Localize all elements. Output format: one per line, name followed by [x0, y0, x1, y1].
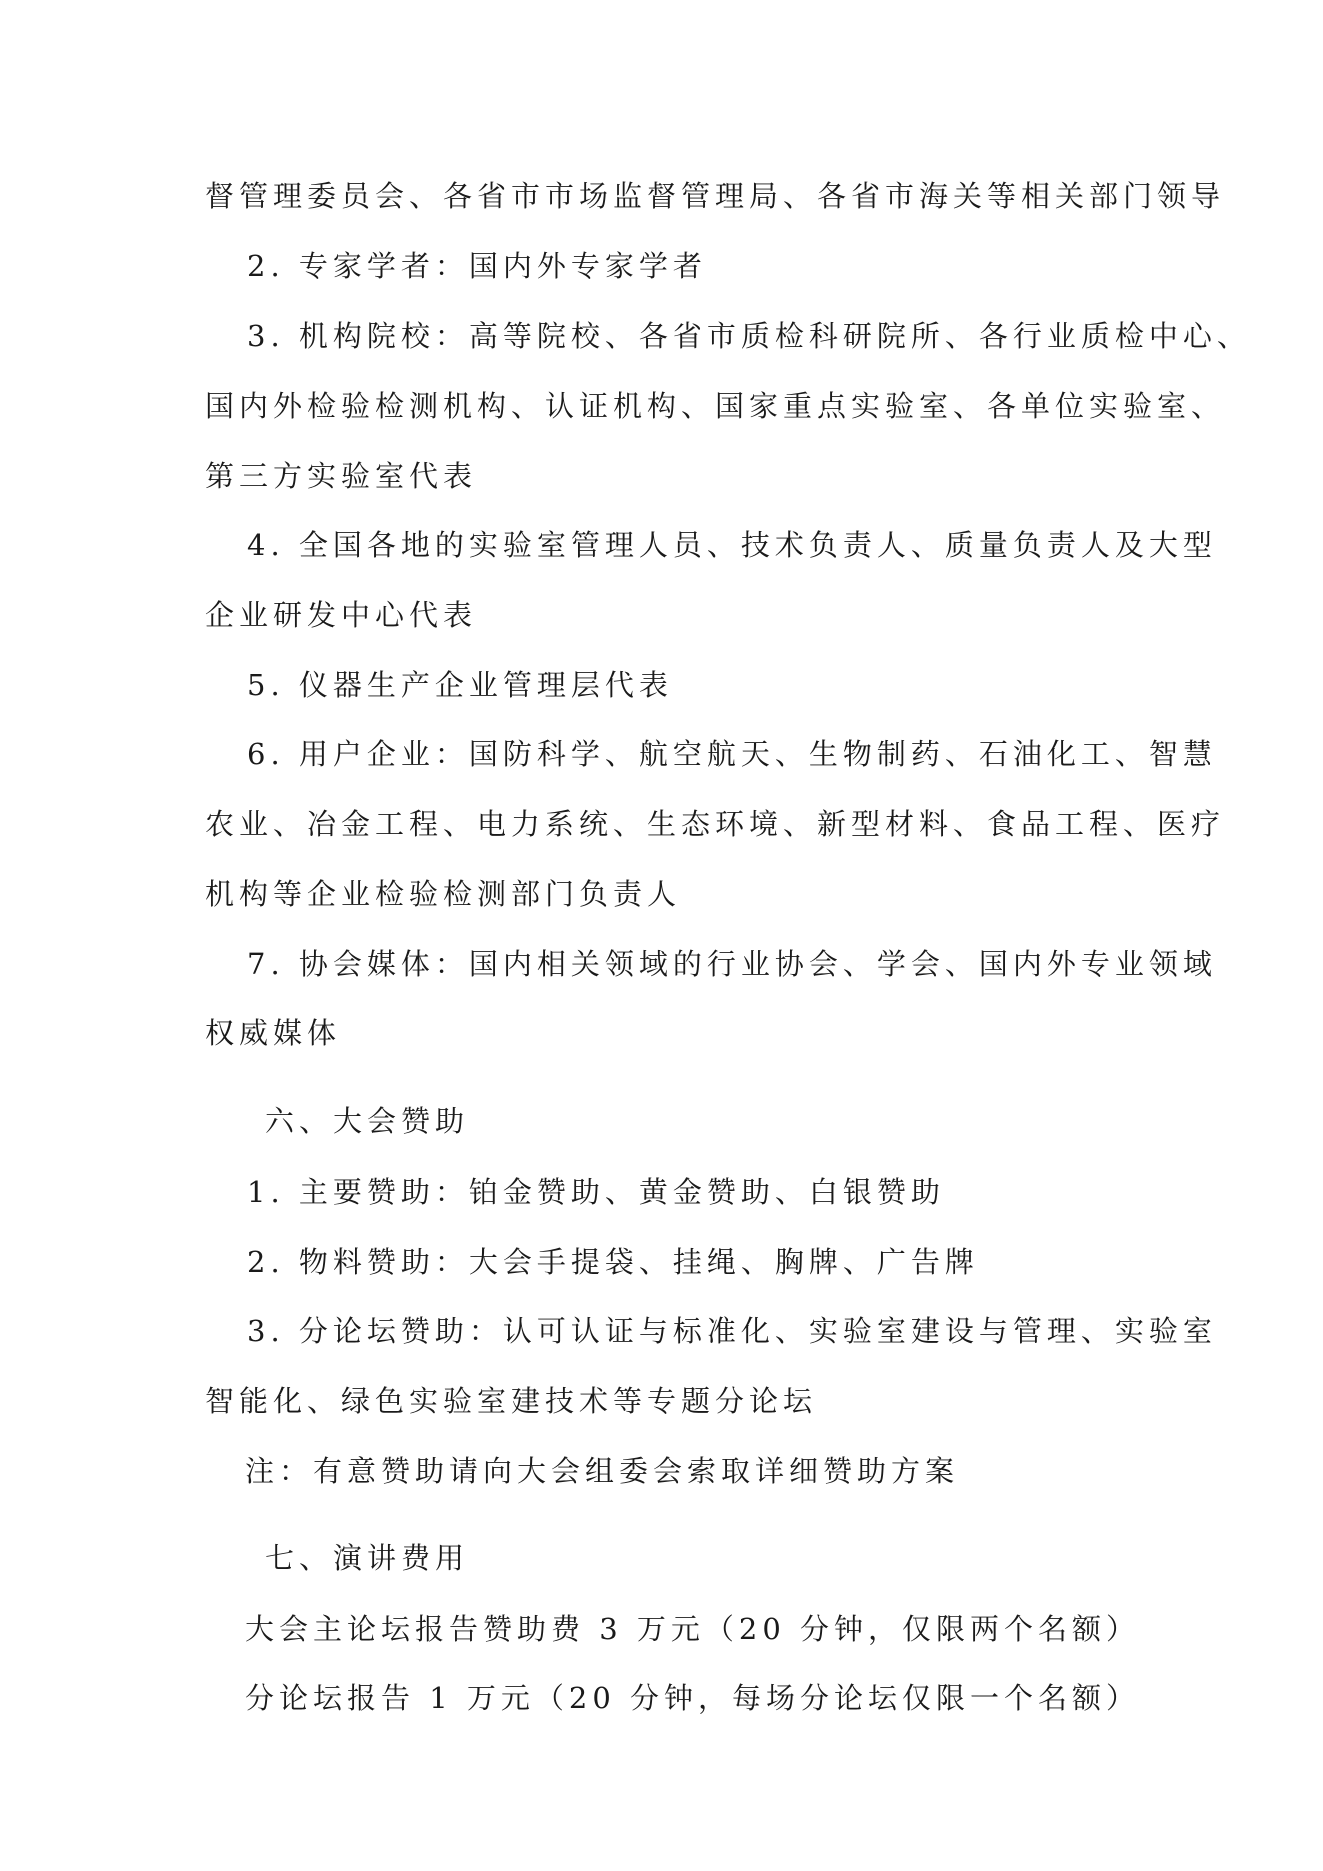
attendee-item-3-line-1: 3. 机构院校：高等院校、各省市质检科研院所、各行业质检中心、: [247, 319, 1251, 353]
attendee-item-4-line-1: 4. 全国各地的实验室管理人员、技术负责人、质量负责人及大型: [247, 528, 1217, 562]
section6-heading: 六、大会赞助: [265, 1104, 470, 1138]
section5-continuation: 督管理委员会、各省市市场监督管理局、各省市海关等相关部门领导: [205, 179, 1226, 213]
attendee-item-6-line-1: 6. 用户企业：国防科学、航空航天、生物制药、石油化工、智慧: [247, 737, 1217, 771]
speech-fee-main-forum: 大会主论坛报告赞助费 3 万元（20 分钟，仅限两个名额）: [245, 1612, 1141, 1646]
attendee-item-7-line-2: 权威媒体: [205, 1016, 342, 1050]
sponsor-item-3-line-2: 智能化、绿色实验室建技术等专题分论坛: [205, 1384, 818, 1418]
attendee-item-7-line-1: 7. 协会媒体：国内相关领域的行业协会、学会、国内外专业领域: [247, 947, 1217, 981]
attendee-item-6-line-2: 农业、冶金工程、电力系统、生态环境、新型材料、食品工程、医疗: [205, 807, 1226, 841]
sponsor-item-1: 1. 主要赞助：铂金赞助、黄金赞助、白银赞助: [247, 1175, 945, 1209]
sponsor-item-2: 2. 物料赞助：大会手提袋、挂绳、胸牌、广告牌: [247, 1245, 979, 1279]
attendee-item-4-line-2: 企业研发中心代表: [205, 598, 478, 632]
speech-fee-sub-forum: 分论坛报告 1 万元（20 分钟，每场分论坛仅限一个名额）: [245, 1681, 1141, 1715]
attendee-item-3-line-2: 国内外检验检测机构、认证机构、国家重点实验室、各单位实验室、: [205, 389, 1226, 423]
attendee-item-6-line-3: 机构等企业检验检测部门负责人: [205, 877, 682, 911]
sponsor-item-3-line-1: 3. 分论坛赞助：认可认证与标准化、实验室建设与管理、实验室: [247, 1314, 1217, 1348]
sponsor-note: 注：有意赞助请向大会组委会索取详细赞助方案: [245, 1454, 960, 1488]
attendee-item-2: 2. 专家学者：国内外专家学者: [247, 249, 707, 283]
attendee-item-3-line-3: 第三方实验室代表: [205, 459, 478, 493]
attendee-item-5: 5. 仪器生产企业管理层代表: [247, 668, 673, 702]
section7-heading: 七、演讲费用: [265, 1541, 470, 1575]
